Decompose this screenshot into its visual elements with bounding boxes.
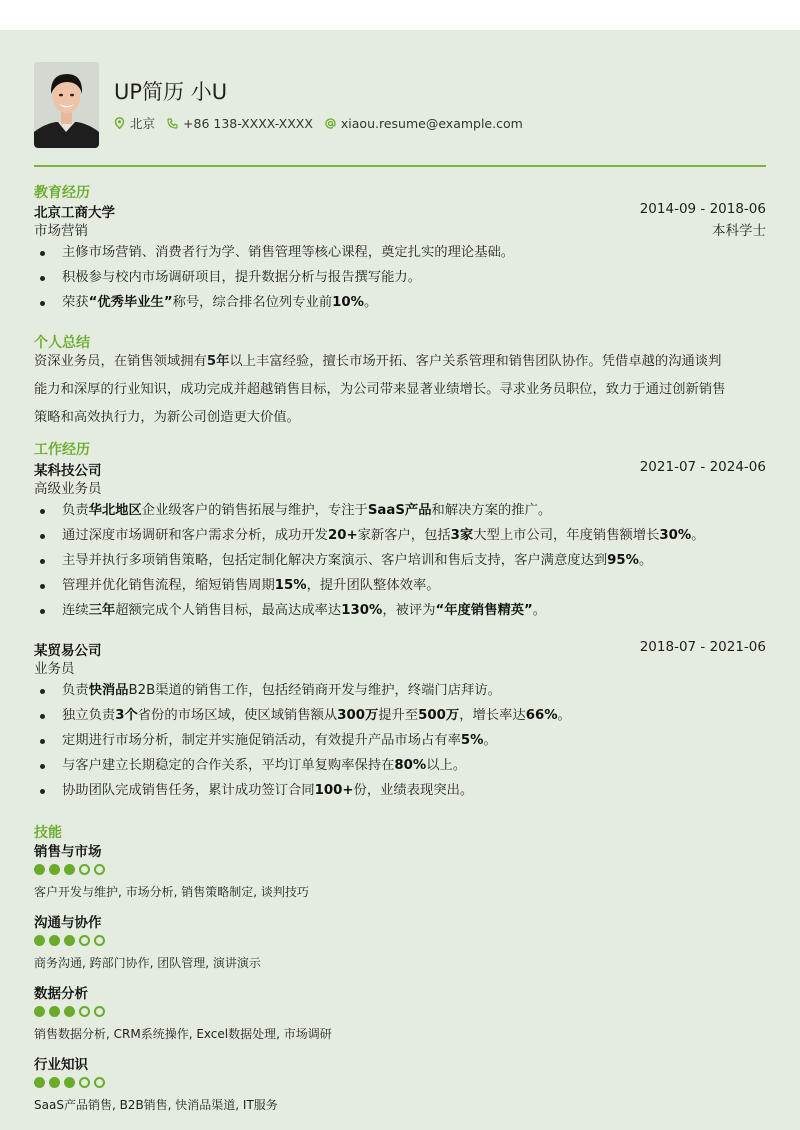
education-school-row <box>34 201 766 221</box>
summary-heading: 个人总结 <box>34 335 90 351</box>
skill-level-dots <box>34 864 766 876</box>
job-role: 高级业务员 <box>34 481 102 497</box>
location-text: 北京 <box>130 116 156 131</box>
contact-email[interactable] <box>325 116 523 131</box>
skill-dot-empty <box>79 935 90 946</box>
job-dates: 2018-07 - 2021-06 <box>639 639 766 655</box>
major: 市场营销 <box>34 223 88 239</box>
skill-block <box>34 840 766 900</box>
job-dates: 2021-07 - 2024-06 <box>639 459 766 475</box>
education-major-row <box>34 219 766 239</box>
skill-dot-empty <box>94 935 105 946</box>
education-bullets <box>34 240 766 315</box>
avatar-portrait <box>34 62 99 148</box>
list-item: 独立负责3个省份的市场区域，使区域销售额从300万提升至500万，增长率达66%。 <box>34 703 766 728</box>
skill-dot-empty <box>79 864 90 875</box>
skill-name: 行业知识 <box>34 1057 88 1073</box>
list-item: 定期进行市场分析，制定并实施促销活动，有效提升产品市场占有率5%。 <box>34 728 766 753</box>
skill-dot-filled <box>49 935 60 946</box>
skill-dot-filled <box>64 864 75 875</box>
skill-block <box>34 1053 766 1113</box>
skill-dot-empty <box>79 1077 90 1088</box>
skill-dot-filled <box>64 935 75 946</box>
skill-dot-filled <box>49 864 60 875</box>
list-item: 负责快消品B2B渠道的销售工作，包括经销商开发与维护，终端门店拜访。 <box>34 678 766 703</box>
company-name: 某科技公司 <box>34 463 102 479</box>
job-bullets <box>34 498 766 623</box>
avatar <box>34 62 99 148</box>
skill-level-dots <box>34 935 766 947</box>
list-item: 积极参与校内市场调研项目，提升数据分析与报告撰写能力。 <box>34 265 766 290</box>
skill-level-dots <box>34 1006 766 1018</box>
education-dates: 2014-09 - 2018-06 <box>639 201 766 217</box>
skill-dot-empty <box>94 1077 105 1088</box>
skill-dot-empty <box>79 1006 90 1017</box>
work-heading: 工作经历 <box>34 442 90 458</box>
job-role: 业务员 <box>34 661 75 677</box>
summary-line: 能力和深厚的行业知识，成功完成并超越销售目标，为公司带来显著业绩增长。寻求业务员职位，致力于通过创新销售 <box>34 382 726 397</box>
list-item: 主导并执行多项销售策略，包括定制化解决方案演示、客户培训和售后支持，客户满意度达到95%。 <box>34 548 766 573</box>
skill-details: 销售数据分析, CRM系统操作, Excel数据处理, 市场调研 <box>34 1027 332 1041</box>
header-divider <box>34 165 766 167</box>
list-item: 管理并优化销售流程，缩短销售周期15%，提升团队整体效率。 <box>34 573 766 598</box>
degree: 本科学士 <box>712 223 766 239</box>
skill-dot-filled <box>34 1006 45 1017</box>
list-item: 主修市场营销、消费者行为学、销售管理等核心课程，奠定扎实的理论基础。 <box>34 240 766 265</box>
skill-dot-empty <box>94 864 105 875</box>
skill-dot-filled <box>34 935 45 946</box>
company-name: 某贸易公司 <box>34 643 102 659</box>
skill-dot-filled <box>49 1077 60 1088</box>
job-bullets <box>34 678 766 803</box>
list-item: 协助团队完成销售任务，累计成功签订合同100+份，业绩表现突出。 <box>34 778 766 803</box>
skill-block <box>34 982 766 1042</box>
skill-dot-empty <box>94 1006 105 1017</box>
skill-details: 客户开发与维护, 市场分析, 销售策略制定, 谈判技巧 <box>34 885 309 899</box>
contact-phone[interactable] <box>167 116 313 131</box>
phone-text[interactable]: +86 138-XXXX-XXXX <box>183 115 313 131</box>
skill-block <box>34 911 766 971</box>
skill-dot-filled <box>64 1006 75 1017</box>
list-item: 与客户建立长期稳定的合作关系，平均订单复购率保持在80%以上。 <box>34 753 766 778</box>
location-pin-icon <box>114 117 125 129</box>
job-company-row <box>34 459 766 479</box>
list-item: 连续三年超额完成个人销售目标，最高达成率达130%，被评为“年度销售精英”。 <box>34 598 766 623</box>
contact-location <box>114 114 155 132</box>
school-name: 北京工商大学 <box>34 205 115 221</box>
list-item: 负责华北地区企业级客户的销售拓展与维护，专注于SaaS产品和解决方案的推广。 <box>34 498 766 523</box>
summary-line: 策略和高效执行力，为新公司创造更大价值。 <box>34 410 300 425</box>
candidate-name: UP简历 小U <box>114 80 228 104</box>
summary-text <box>34 348 766 432</box>
resume-header <box>34 62 766 150</box>
job-company-row <box>34 639 766 659</box>
skill-name: 销售与市场 <box>34 844 102 860</box>
skill-name: 沟通与协作 <box>34 915 102 931</box>
list-item: 通过深度市场调研和客户需求分析，成功开发20+家新客户，包括3家大型上市公司，年度销售额增长30%。 <box>34 523 766 548</box>
skill-level-dots <box>34 1077 766 1089</box>
skill-details: 商务沟通, 跨部门协作, 团队管理, 演讲演示 <box>34 956 261 970</box>
phone-icon <box>167 118 178 129</box>
skill-dot-filled <box>34 864 45 875</box>
skill-dot-filled <box>49 1006 60 1017</box>
at-sign-icon <box>325 118 336 129</box>
summary-line: 资深业务员，在销售领域拥有5年以上丰富经验，擅长市场开拓、客户关系管理和销售团队协作。凭借卓越的沟通谈判 <box>34 354 722 369</box>
list-item: 荣获“优秀毕业生”称号，综合排名位列专业前10%。 <box>34 290 766 315</box>
email-text[interactable]: xiaou.resume@example.com <box>340 115 523 131</box>
skill-dot-filled <box>64 1077 75 1088</box>
contact-info <box>114 114 535 132</box>
skill-details: SaaS产品销售, B2B销售, 快消品渠道, IT服务 <box>34 1098 278 1112</box>
resume-page <box>0 30 800 1130</box>
skill-name: 数据分析 <box>34 986 88 1002</box>
education-heading: 教育经历 <box>34 185 90 201</box>
skill-dot-filled <box>34 1077 45 1088</box>
skills-heading: 技能 <box>34 825 62 841</box>
